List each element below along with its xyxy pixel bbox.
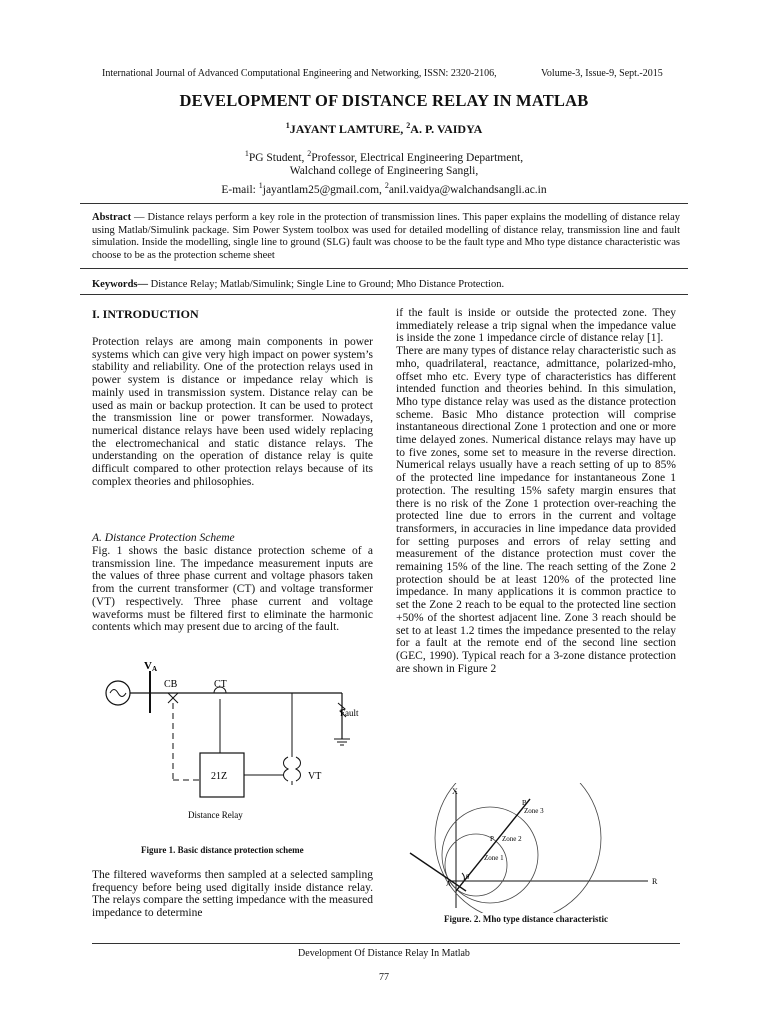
figure-2-caption: Figure. 2. Mho type distance characteristic <box>444 914 609 924</box>
theta-label: θ <box>466 873 470 881</box>
subsection-heading: A. Distance Protection Scheme <box>92 532 235 544</box>
footer-divider <box>92 943 680 944</box>
email-1[interactable]: jayantlam25@gmail.com, <box>262 183 385 196</box>
figure-2-diagram <box>404 783 676 913</box>
author-2: A. P. VAIDYA <box>410 122 483 136</box>
zone1-label: Zone 1 <box>484 854 504 862</box>
intro-paragraph-2: Fig. 1 shows the basic distance protection scheme of a transmission line. The impedance measurement inputs are the values of three phase current and voltage phasors taken from the current transformer (CT) and voltage transformer (VT) respectively. Three phase current and voltage waveforms must be filtered first to eliminate the harmonic contents which may present due to arcing of the fault. <box>92 545 373 634</box>
distance-relay-label: Distance Relay <box>188 810 243 820</box>
right-paragraph-1: if the fault is inside or outside the protected zone. They immediately release a trip signal when the impedance value is inside the zone 1 impedance circle of distance relay [1]. <box>396 307 676 345</box>
divider-mid <box>80 268 688 269</box>
zone1-circle <box>445 834 507 896</box>
divider-bottom <box>80 294 688 295</box>
volume-header: Volume-3, Issue-9, Sept.-2015 <box>541 68 663 79</box>
point-a-label: A <box>446 880 452 888</box>
journal-header: International Journal of Advanced Computational Engineering and Networking, ISSN: 2320-2106, <box>102 68 497 79</box>
relay-box-label: 21Z <box>211 771 228 782</box>
keywords: Keywords— Distance Relay; Matlab/Simulink; Single Line to Ground; Mho Distance Protection. <box>92 279 505 290</box>
fault-label: Fault <box>340 708 359 718</box>
right-paragraph-2: There are many types of distance relay characteristic such as mho, quadrilateral, reactance, admittance, polarized-mho, offset mho etc. Every type of characteristics has different intended function and theories behind. In this simulation, Mho type distance relay was used as the distance protection scheme. Basic Mho distance protection will comprise instantaneous directional Zone 1 protection and one or more time delayed zones. Numerical distance relays may have up to five zones, some set to measure in the reverse direction. Numerical relays usually have a reach setting of up to 85% of the protected line impedance for instantaneous Zone 1 protection. The resulting 15% safety margin ensures that there is no risk of the Zone 1 protection over-reaching the protected line due to errors in the current and voltage transformers, in accuracies in line impedance data provided for setting purposes and errors of relay setting and measurement of the distance protection must cover the remaining 15% of the line. The reach setting of the Zone 2 protection should be at least 120% of the protected line impedance. In many applications it is common practice to set the Zone 2 reach to be equal to the protected line section +50% of the shortest adjacent line. Zone 3 reach should be set to at least 1.2 times the impedance presented to the relay for a fault at the remote end of the second line section (GEC, 1990). Typical reach for a 3-zone distance protection are shown in Figure 2 <box>396 345 676 675</box>
footer-title: Development Of Distance Relay In Matlab <box>298 948 470 959</box>
intro-paragraph-1: Protection relays are among main components in power systems which can give very high impact on power system’s stability and reliability. One of the protection relays used in power system is distance or impedance relay which is mainly used in transmission system. Distance relay can be used as main or backup protection. It can be used to protect the transmission line or power transformer. Nowadays, numerical distance relays have been used widely replacing the electromechanical and static distance relays. The understanding on the operation of distance relay is quite difficult compared to other protection relays because of its complex theories and philosophies. <box>92 336 373 488</box>
zone2-label: Zone 2 <box>502 835 522 843</box>
figure-1-diagram <box>92 655 382 825</box>
divider-top <box>80 203 688 204</box>
sine-icon <box>110 690 126 697</box>
vt-label: VT <box>308 771 322 782</box>
point-p-label: P <box>490 835 494 843</box>
abstract: Abstract — Distance relays perform a key role in the protection of transmission lines. This paper explains the modelling of distance relay using Matlab/Simulink package. Sim Power System toolbox was used for detailed modelling of distance relay, transmission line and fault simulation. Inside the modelling, single line to ground (SLG) fault was choose to be the fault type and Mho type distance characteristic was choose to be as the protection scheme sheet <box>92 212 680 261</box>
vt-coil-right <box>296 757 301 781</box>
affiliation: $^1$PG Student, $^2$Professor, Electrical Engineering Department, Walchand college of Engineering Sangli, E-mail: $^1$jayantlam25@gmail.com, $^2$anil.vaidya@walchandsangli.ac.in <box>0 147 768 197</box>
authors: $^1$JAYANT LAMTURE, $^2$A. P. VAIDYA <box>285 121 483 136</box>
paper-title: DEVELOPMENT OF DISTANCE RELAY IN MATLAB <box>179 91 589 110</box>
ct-label: CT <box>214 679 227 690</box>
zone3-label: Zone 3 <box>524 807 544 815</box>
vt-coil-left <box>284 757 289 781</box>
cb-label: CB <box>164 679 178 690</box>
va-label: VA <box>144 660 158 673</box>
email-2[interactable]: anil.vaidya@walchandsangli.ac.in <box>388 183 547 196</box>
email-line: E-mail: $^1$jayantlam25@gmail.com, $^2$anil.vaidya@walchandsangli.ac.in <box>221 180 547 196</box>
right-column-text <box>396 307 676 675</box>
figure-1-caption: Figure 1. Basic distance protection scheme <box>141 845 304 855</box>
x-axis-label: X <box>452 787 458 796</box>
point-b-label: B <box>522 799 527 807</box>
author-1: JAYANT LAMTURE, <box>289 122 407 136</box>
section-heading-introduction: I. INTRODUCTION <box>92 307 199 321</box>
page-number: 77 <box>379 972 389 983</box>
intro-paragraph-3: The filtered waveforms then sampled at a selected sampling frequency before being used digitally inside distance relay. The relays compare the setting impedance with the measured impedance to determine <box>92 869 374 920</box>
r-axis-label: R <box>652 877 658 886</box>
